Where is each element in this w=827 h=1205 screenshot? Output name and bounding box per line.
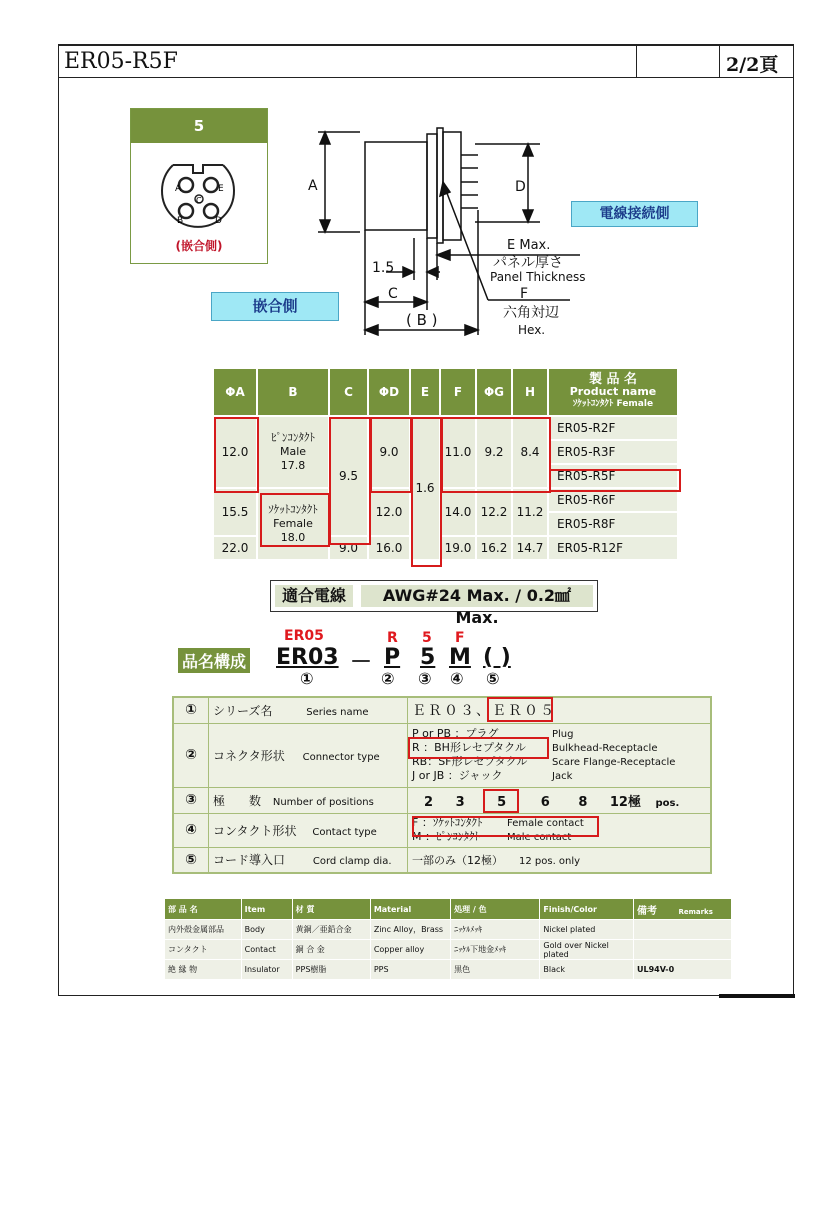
- header-bar: [58, 44, 794, 78]
- pin-label-b: B: [177, 216, 184, 226]
- cell: 12.2: [476, 488, 512, 536]
- highlight-c: [329, 417, 371, 545]
- bottom-rule: [719, 994, 795, 998]
- cell: 14.7: [512, 536, 548, 560]
- cell: 16.0: [368, 536, 410, 560]
- circle-3: ③: [418, 669, 432, 688]
- cell: 19.0: [440, 536, 476, 560]
- part-type: P: [384, 645, 401, 670]
- col-header-f: F: [440, 368, 476, 416]
- part-contact: M: [449, 645, 471, 670]
- cell: 8.4: [512, 416, 548, 488]
- hex-label-en: Hex.: [518, 323, 546, 337]
- circle-4: ④: [450, 669, 464, 688]
- dim-label-1-5: 1.5: [372, 260, 395, 276]
- col-header-h: H: [512, 368, 548, 416]
- applicable-wire-value: AWG#24 Max. / 0.2㎟ Max.: [361, 585, 593, 607]
- mating-side-caption: (嵌合側): [175, 239, 223, 253]
- cell: 16.2: [476, 536, 512, 560]
- cell: 11.2: [512, 488, 548, 536]
- cell-b-female: ｿｹｯﾄｺﾝﾀｸﾄ Female 18.0: [257, 488, 329, 560]
- circle-1: ①: [300, 669, 314, 688]
- highlight-fgh: [441, 417, 551, 493]
- part-number-spec-table: ① シリーズ名 Series name ＥＲ０３、ＥＲ０５ ② コネクタ形状 Connector type P or PB ：プラグ Plug R ：BH形レセプタクル Bulkhead-Receptacle RB：SF形レセプタクル Scare Flange-Receptacle J or JB ：ジャック Jack ③ 極 数 Number of positions 2 3 5 6 8 12極 pos. ④ コンタクト形状 Contact type F ：ｿｹｯﾄｺﾝﾀｸﾄ Female contact M ：ﾋﾟﾝｺﾝﾀｸﾄ Male contact ⑤ コード導入口 Cord clamp dia. 一部のみ（12極） 12 pos. only: [172, 696, 712, 874]
- part-series: ER03: [276, 645, 339, 670]
- cell: 9.0: [329, 536, 368, 560]
- pin-label-c: C: [196, 196, 202, 205]
- pin-diagram: [130, 108, 268, 264]
- highlight-series: [487, 697, 553, 722]
- model-title: ER05-R5F: [64, 49, 178, 74]
- dim-label-f: F: [520, 286, 529, 302]
- connector-side-drawing: [300, 120, 600, 340]
- table-row: コンタクト Contact 銅 合 金 Copper alloy ﾆｯｹﾙ下地金ﾒｯｷ Gold over Nickel plated: [165, 940, 732, 960]
- pin-label-a: A: [175, 184, 182, 194]
- highlight-product: [549, 469, 681, 492]
- wire-connection-side-label: 電線接続側: [571, 201, 698, 227]
- product-name: ER05-R3F: [548, 440, 678, 464]
- col-header-b: B: [257, 368, 329, 416]
- col-header-c: C: [329, 368, 368, 416]
- part-dash: －: [350, 650, 373, 675]
- materials-table: 部 品 名 Item 材 質 Material 処理 / 色 Finish/Color 備考 Remarks 内外殻金属部品 Body 黄銅／亜鉛合金 Zinc Alloy，Brass ﾆｯｹﾙﾒｯｷ Nickel plated コンタクト Contact 銅 合 金 Copper alloy ﾆｯｹﾙ下地金ﾒｯｷ Gold over Nickel plated 絶 縁 物 Insulator PPS樹脂 PPS 黒色 Black UL94V-0: [164, 898, 732, 980]
- dim-label-d: D: [515, 179, 526, 195]
- col-header-e: E: [410, 368, 440, 416]
- circle-2: ②: [381, 669, 395, 688]
- overlay-type: R: [387, 630, 398, 646]
- highlight-connector-type: [408, 737, 549, 759]
- cell-b-male: ﾋﾟﾝｺﾝﾀｸﾄ Male 17.8: [257, 416, 329, 488]
- dim-label-a: A: [308, 178, 318, 194]
- mating-side-label: 嵌合側: [211, 292, 339, 321]
- part-number-label: 品名構成: [178, 648, 250, 673]
- table-row: 絶 縁 物 Insulator PPS樹脂 PPS 黒色 Black UL94V-0: [165, 960, 732, 980]
- cell: 9.2: [476, 416, 512, 488]
- cell: 22.0: [213, 536, 257, 560]
- dim-label-b: ( B ): [406, 311, 438, 329]
- cell: 12.0: [213, 416, 257, 488]
- col-header-a: ΦA: [213, 368, 257, 416]
- panel-thickness-en: Panel Thickness: [490, 270, 586, 284]
- pin-face-icon: [131, 143, 267, 263]
- product-name: ER05-R2F: [548, 416, 678, 440]
- dim-label-c: C: [388, 286, 398, 302]
- cell: 12.0: [368, 488, 410, 536]
- applicable-wire-label: 適合電線: [275, 585, 353, 607]
- overlay-contact: F: [455, 630, 465, 646]
- highlight-contact: [412, 816, 599, 837]
- table-row: 内外殻金属部品 Body 黄銅／亜鉛合金 Zinc Alloy，Brass ﾆｯｹﾙﾒｯｷ Nickel plated: [165, 920, 732, 940]
- pin-label-d: D: [215, 216, 222, 226]
- product-name: ER05-R8F: [548, 512, 678, 536]
- pin-count: 5: [131, 109, 267, 143]
- highlight-d: [370, 417, 412, 493]
- product-name: ER05-R12F: [548, 536, 678, 560]
- cell: 9.0: [368, 416, 410, 488]
- col-header-product: 製 品 名 Product name ｿｹｯﾄｺﾝﾀｸﾄ Female: [548, 368, 678, 416]
- cell: 1.6: [410, 416, 440, 560]
- cell: 9.5: [329, 416, 368, 536]
- circle-5: ⑤: [486, 669, 500, 688]
- dim-label-e: E Max.: [507, 238, 551, 253]
- col-header-d: ΦD: [368, 368, 410, 416]
- hex-label-jp: 六角対辺: [503, 305, 559, 321]
- highlight-e: [411, 417, 442, 567]
- highlight-positions: [483, 789, 519, 813]
- product-name: ER05-R5F: [548, 464, 678, 488]
- page-number: 2/2頁: [726, 54, 779, 76]
- part-positions: 5: [420, 645, 436, 670]
- panel-thickness-jp: パネル厚さ: [493, 255, 563, 271]
- applicable-wire-box: [270, 580, 598, 627]
- overlay-series: ER05: [284, 628, 324, 644]
- cell: 14.0: [440, 488, 476, 536]
- highlight-b: [260, 493, 330, 547]
- product-name: ER05-R6F: [548, 488, 678, 512]
- cell: 15.5: [213, 488, 257, 536]
- part-cord: ( ): [483, 645, 511, 670]
- highlight-a: [214, 417, 259, 493]
- pin-label-e: E: [218, 184, 224, 194]
- overlay-positions: 5: [422, 630, 432, 646]
- cell: 11.0: [440, 416, 476, 488]
- col-header-g: ΦG: [476, 368, 512, 416]
